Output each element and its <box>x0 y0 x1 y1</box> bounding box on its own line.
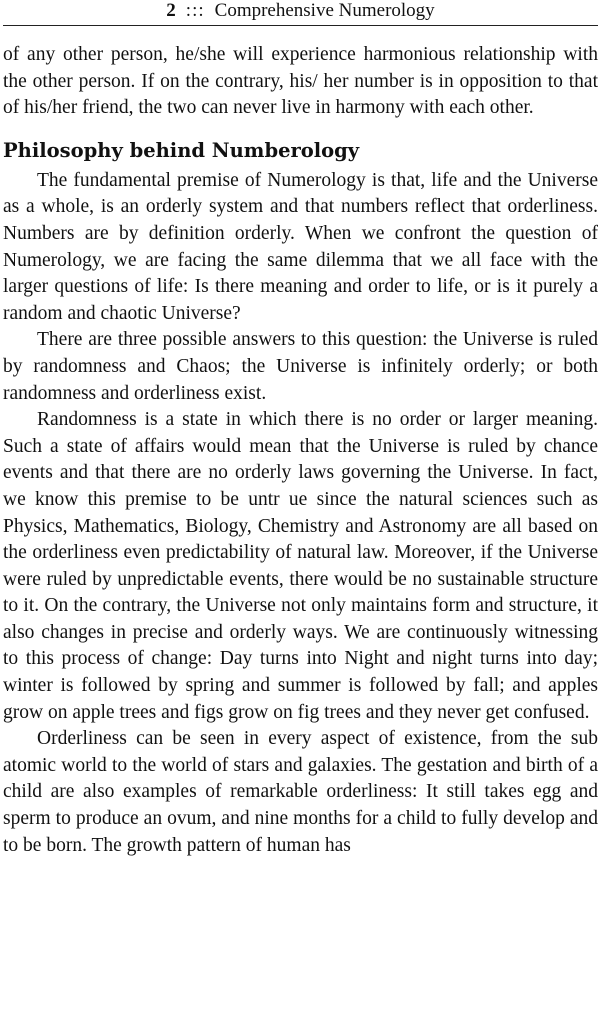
continued-paragraph: of any other person, he/she will experience harmonious relationship with the other person. If on the contrary, his/ her number is in opposition to that of his/her friend, the two can never live in harmony with each other. <box>3 44 598 119</box>
paragraph-premise: The fundamental premise of Numerology is that, life and the Universe as a whole, is an orderly system and that numbers reflect that orderliness. Numbers are by definition orderly. When we confront the question of Numerology, we are facing the same dilemma that we all face with the larger questions of life: Is there meaning and order to life, or is it purely a random and chaotic Universe? <box>3 169 598 324</box>
section-heading: Philosophy behind Numberology <box>3 138 360 162</box>
running-header <box>3 0 598 26</box>
page-number: 2 <box>166 0 176 21</box>
header-separator: ::: <box>185 0 205 21</box>
paragraph-orderliness: Orderliness can be seen in every aspect of existence, from the sub atomic world to the world of stars and galaxies. The gestation and birth of a child are also examples of remarkable orderliness: It still takes egg and sperm to produce an ovum, and nine months for a child to fully develop and to be born. The growth pattern of human has <box>3 728 598 856</box>
paragraph-randomness: Randomness is a state in which there is no order or larger meaning. Such a state of affairs would mean that the Universe is ruled by chance events and that there are no orderly laws governing the Universe. In fact, we know this premise to be untr ue since the natural sciences such as Physics, Mathematics, Biology, Chemistry and Astronomy are all based on the orderliness even predictability of natural law. Moreover, if the Universe were ruled by unpredictable events, there would be no sustainable structure to it. On the contrary, the Universe not only maintains form and structure, it also changes in precise and orderly ways. We are continuously witnessing to this process of change: Day turns into Night and night turns into day; winter is followed by spring and summer is followed by fall; and apples grow on apple trees and figs grow on fig trees and they never get confused. <box>3 409 598 723</box>
book-title: Comprehensive Numerology <box>214 0 435 21</box>
page-content <box>3 26 598 859</box>
paragraph-three-answers: There are three possible answers to this question: the Universe is ruled by randomness and Chaos; the Universe is infinitely orderly; or both randomness and orderliness exist. <box>3 329 598 404</box>
